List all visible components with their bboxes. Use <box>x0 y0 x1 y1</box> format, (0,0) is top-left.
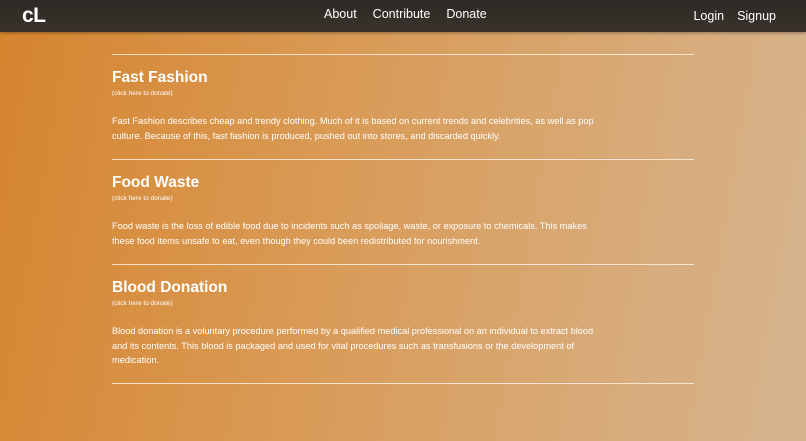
donate-link-food-waste[interactable]: (click here to donate) <box>112 195 173 202</box>
cause-description: Blood donation is a voluntary procedure performed by a qualified medical professional on an individual to extract blood and its contents. This blood is packaged and used for vital procedures such as transfusions or the development of medication. <box>112 326 594 366</box>
login-link[interactable]: Login <box>693 9 725 23</box>
signup-link[interactable]: Signup <box>737 9 776 23</box>
cause-food-waste <box>112 160 694 264</box>
logo[interactable]: cL <box>22 4 46 27</box>
causes-list <box>112 54 694 384</box>
navbar <box>0 0 806 32</box>
donate-link-fast-fashion[interactable]: (click here to donate) <box>112 90 173 97</box>
nav-donate-link[interactable]: Donate <box>446 7 487 21</box>
donate-link-blood-donation[interactable]: (click here to donate) <box>112 300 173 307</box>
auth-nav <box>693 9 776 24</box>
cause-title: Fast Fashion <box>112 69 208 86</box>
nav-contribute-link[interactable]: Contribute <box>372 7 431 21</box>
section-divider <box>112 383 694 384</box>
cause-blood-donation <box>112 265 694 383</box>
cause-title: Blood Donation <box>112 279 228 296</box>
cause-title: Food Waste <box>112 174 200 191</box>
cause-fast-fashion <box>112 55 694 159</box>
main-nav <box>324 7 487 22</box>
nav-about-link[interactable]: About <box>324 7 357 21</box>
cause-description: Food waste is the loss of edible food due to incidents such as spoilage, waste, or exposure to chemicals. This makes these food items unsafe to eat, even though they could been redistributed for nourishment. <box>112 221 587 246</box>
cause-description: Fast Fashion describes cheap and trendy clothing. Much of it is based on current trends and celebrities, as well as pop culture. Because of this, fast fashion is produced, pushed out into stores, and discarded quickly. <box>112 116 594 141</box>
